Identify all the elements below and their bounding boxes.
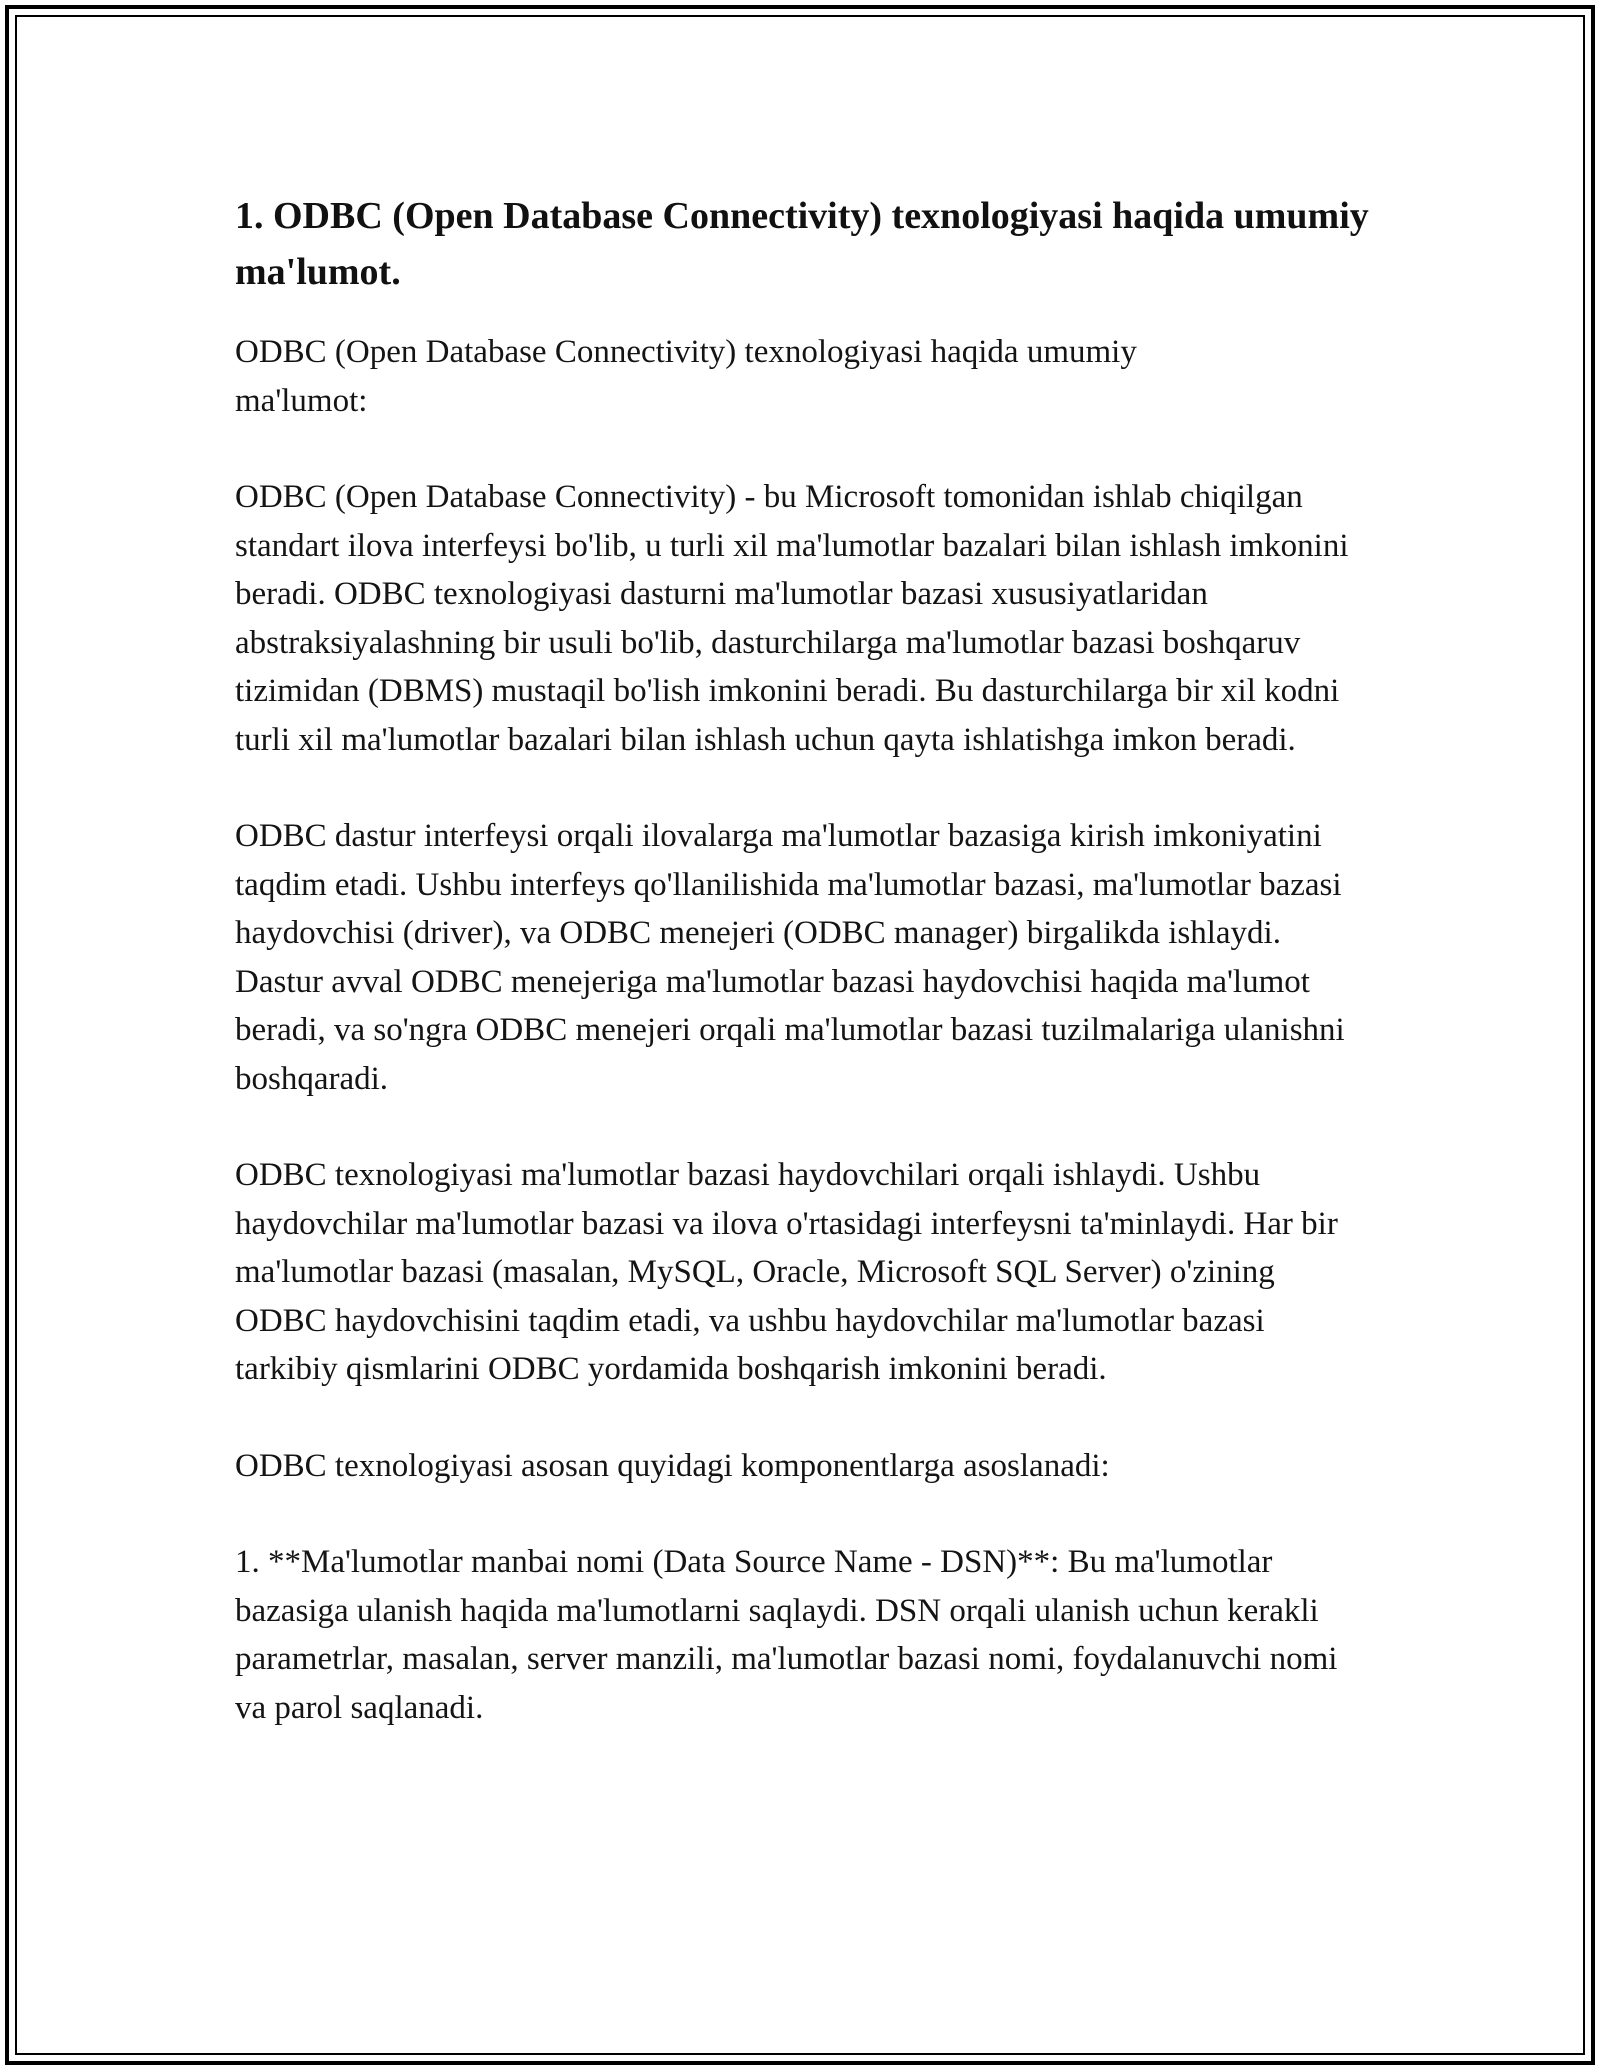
paragraph-definition: ODBC (Open Database Connectivity) - bu Microsoft tomonidan ishlab chiqilgan standart ilova interfeysi bo'lib, u turli xil ma'lumotlar bazalari bilan ishlash imkonini beradi. ODBC texnologiyasi dasturni ma'lumotlar bazasi xususiyatlaridan abstraksiyalashning bir usuli bo'lib, dasturchilarga ma'lumotlar bazasi boshqaruv tizimidan (DBMS) mustaqil bo'lish imkonini beradi. Bu dasturchilarga bir xil kodni turli xil ma'lumotlar bazalari bilan ishlash uchun qayta ishlatishga imkon beradi. xyxy=(235,479,1349,758)
paragraph-interface: ODBC dastur interfeysi orqali ilovalarga ma'lumotlar bazasiga kirish imkoniyatini taqdim etadi. Ushbu interfeys qo'llanilishida ma'lumotlar bazasi, ma'lumotlar bazasi haydovchisi (driver), va ODBC menejeri (ODBC manager) birgalikda ishlaydi. Dastur avval ODBC menejeriga ma'lumotlar bazasi haydovchisi haqida ma'lumot beradi, va so'ngra ODBC menejeri orqali ma'lumotlar bazasi tuzilmalariga ulanishni boshqaradi. xyxy=(235,818,1345,1097)
section-heading: 1. ODBC (Open Database Connectivity) texnologiyasi haqida umumiy ma'lumot. xyxy=(235,195,1369,293)
paragraph-dsn: 1. **Ma'lumotlar manbai nomi (Data Source Name - DSN)**: Bu ma'lumotlar bazasiga ulanish haqida ma'lumotlarni saqlaydi. DSN orqali ulanish uchun kerakli parametrlar, masalan, server manzili, ma'lumotlar bazasi nomi, foydalanuvchi nomi va parol saqlanadi. xyxy=(235,1544,1338,1726)
paragraph-intro: ODBC (Open Database Connectivity) texnologiyasi haqida umumiy ma'lumot: xyxy=(235,334,1137,419)
paragraph-drivers: ODBC texnologiyasi ma'lumotlar bazasi haydovchilari orqali ishlaydi. Ushbu haydovchilar ma'lumotlar bazasi va ilova o'rtasidagi interfeysni ta'minlaydi. Har bir ma'lumotlar bazasi (masalan, MySQL, Oracle, Microsoft SQL Server) o'zining ODBC haydovchisini taqdim etadi, va ushbu haydovchilar ma'lumotlar bazasi tarkibiy qismlarini ODBC yordamida boshqarish imkonini beradi. xyxy=(235,1157,1338,1387)
document-body xyxy=(235,188,1370,1732)
paragraph-components-intro: ODBC texnologiyasi asosan quyidagi komponentlarga asoslanadi: xyxy=(235,1447,1110,1484)
